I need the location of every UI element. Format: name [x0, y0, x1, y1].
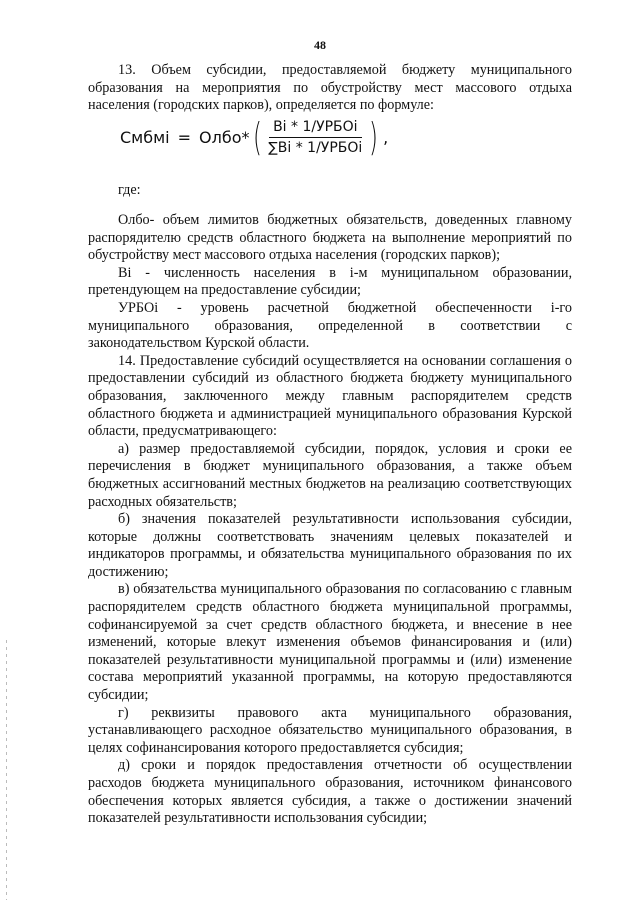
definition-bi: Вi - численность населения в i-м муниципальном образовании, претендующем на предоставление субсидии;: [88, 264, 572, 299]
definition-olbo: Олбо- объем лимитов бюджетных обязательств, доведенных главному распорядителю средств областного бюджета на выполнение мероприятий по обустройству мест массового отдыха населения (городских парков);: [88, 212, 572, 264]
formula-equals: =: [177, 127, 192, 147]
paragraph-13-text: 13. Объем субсидии, предоставляемой бюджету муниципального образования на мероприятия по обустройству мест массового отдыха населения (городских парков), определяется по формуле:: [88, 62, 572, 114]
formula-trailing-comma: ,: [383, 127, 389, 147]
list-item-d: д) сроки и порядок предоставления отчетности об осуществлении расходов бюджета муниципального образования, источником финансового обеспечения которых является субсидия, а также о достижении значений показателей результативности использования субсидии;: [88, 757, 572, 827]
formula-lhs: Смбмi: [120, 127, 170, 147]
definition-urboi: УРБОi - уровень расчетной бюджетной обеспеченности i-го муниципального образования, определенной в соответствии с законодательством Курской области.: [88, 299, 572, 352]
formula-numerator: Bi * 1/УРБОi: [269, 119, 362, 138]
where-label: где:: [118, 182, 141, 198]
list-item-g: г) реквизиты правового акта муниципального образования, устанавливающего расходное обязательство муниципального образования, в целях софинансирования которого предоставляется субсидия;: [88, 704, 572, 756]
list-item-b: б) значения показателей результативности использования субсидии, которые должны соответствовать значениям целевых показателей и индикаторов программы, и обязательства муниципального образования по их достижению;: [88, 511, 572, 580]
paragraph-14: 14. Предоставление субсидий осуществляется на основании соглашения о предоставлении субсидий из областного бюджета бюджету муниципального образования, заключенного между главным распорядителем средств областного бюджета и администрацией муниципального образования Курской области, предусматривающего:: [88, 352, 572, 440]
formula-factor: Олбо: [199, 127, 242, 147]
subsidy-formula: [120, 115, 389, 159]
formula-times: *: [241, 127, 250, 147]
formula-left-paren: (: [252, 115, 262, 159]
scan-edge-mark: [6, 640, 7, 900]
formula-denominator: ∑Bi * 1/УРБОi: [268, 139, 363, 156]
formula-fraction: [264, 119, 366, 156]
list-item-v: в) обязательства муниципального образования по согласованию с главным распорядителем средств областного бюджета муниципальной программы, софинансируемой за счет средств областного бюджета, и внесение в нее изменений, которые влекут изменения объемов финансирования и (или) показателей результативности муниципальной программы и (или) изменение состава мероприятий указанной программы, на которую предоставляются субсидии;: [88, 581, 572, 704]
list-item-a: а) размер предоставляемой субсидии, порядок, условия и сроки ее перечисления в бюджет муниципального образования, а также объем бюджетных ассигнований местных бюджетов на реализацию соответствующих расходных обязательств;: [88, 440, 572, 510]
page-number: 48: [314, 38, 326, 52]
paragraph-13: [88, 62, 572, 115]
formula-right-paren: ): [369, 115, 379, 159]
definitions-and-terms: [88, 212, 572, 828]
